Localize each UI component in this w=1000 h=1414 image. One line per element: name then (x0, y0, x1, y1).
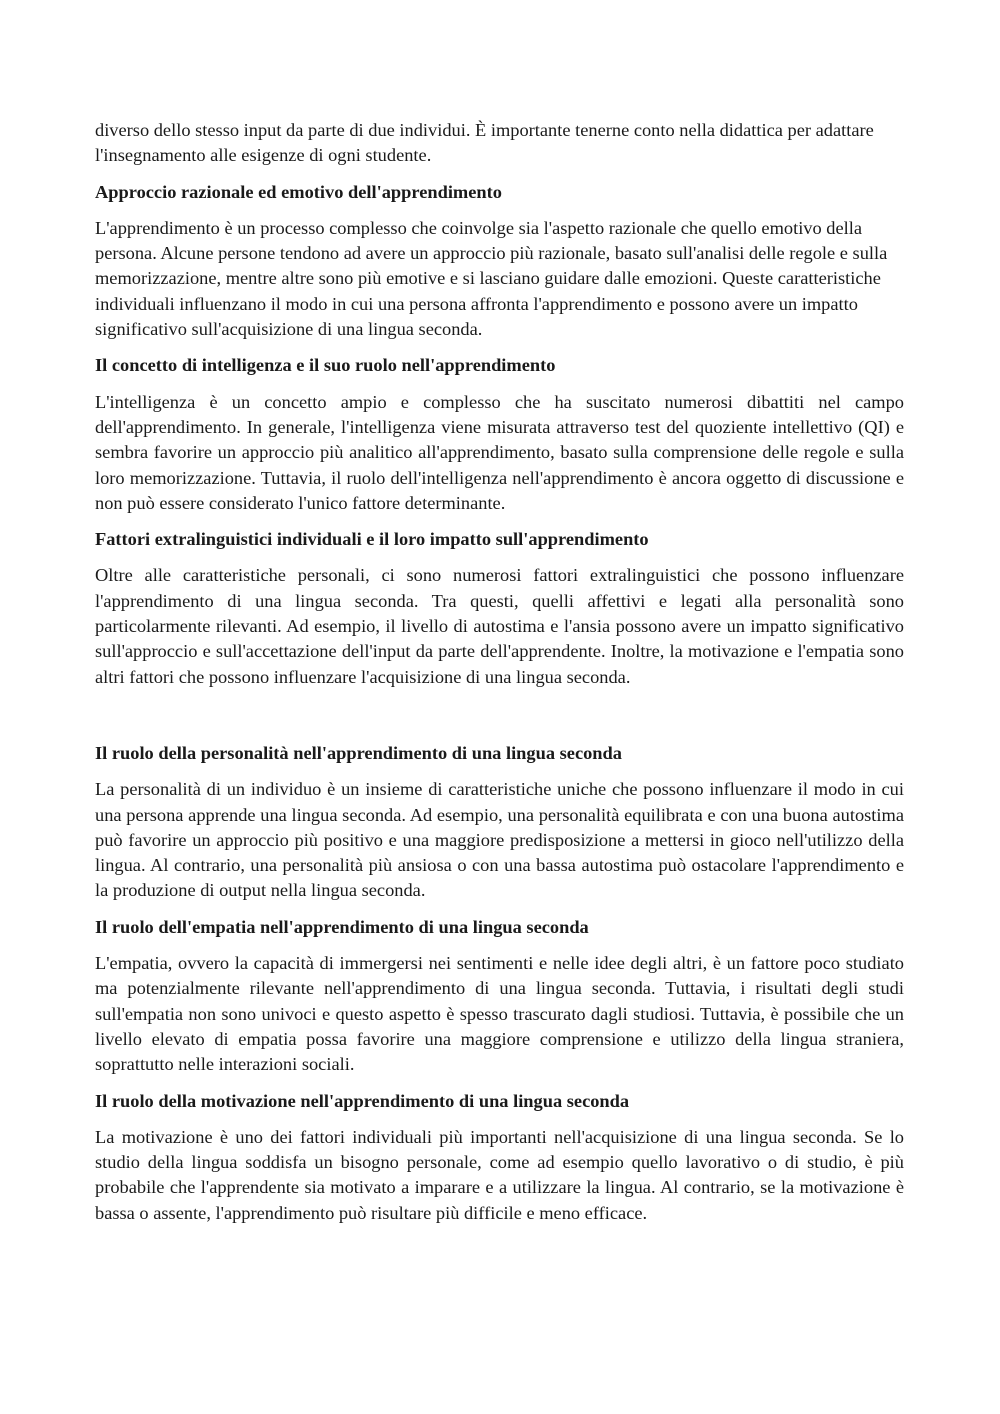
body-paragraph: L'empatia, ovvero la capacità di immergersi nei sentimenti e nelle idee degli altri, è un fattore poco studiato ma potenzialmente rilevante nell'apprendimento di una lingua seconda. Tuttavia, i risultati degli studi sull'empatia non sono univoci e questo aspetto è spesso trascurato dagli studiosi. Tuttavia, è possibile che un livello elevato di empatia possa favorire una maggiore comprensione e utilizzo della lingua straniera, soprattutto nelle interazioni sociali. (95, 953, 904, 1075)
section-heading: Il ruolo della motivazione nell'apprendimento di una lingua seconda (95, 1090, 630, 1111)
body-paragraph: L'apprendimento è un processo complesso che coinvolge sia l'aspetto razionale che quello emotivo della persona. Alcune persone tendono ad avere un approccio più razionale, basato sull'analisi delle regole e sulla memorizzazione, mentre altre sono più emotive e si lasciano guidare dalle emozioni. Queste caratteristiche individuali influenzano il modo in cui una persona affronta l'apprendimento e possono avere un impatto significativo sull'acquisizione di una lingua seconda. (95, 217, 888, 340)
section-heading: Approccio razionale ed emotivo dell'apprendimento (95, 181, 502, 202)
document-page (95, 118, 904, 1237)
body-paragraph: La personalità di un individuo è un insieme di caratteristiche uniche che possono influenzare il modo in cui una persona apprende una lingua seconda. Ad esempio, una personalità equilibrata e con una buona autostima può favorire un approccio più positivo e una maggiore predisposizione a mettersi in gioco nell'utilizzo della lingua. Al contrario, una personalità più ansiosa o con una bassa autostima può ostacolare l'apprendimento e la produzione di output nella lingua seconda. (95, 779, 904, 901)
section-heading: Il ruolo della personalità nell'apprendimento di una lingua seconda (95, 742, 622, 763)
section-break (95, 701, 904, 741)
body-paragraph: La motivazione è uno dei fattori individuali più importanti nell'acquisizione di una lingua seconda. Se lo studio della lingua soddisfa un bisogno personale, come ad esempio quello lavorativo o di studio, è più probabile che l'apprendente sia motivato a imparare e a utilizzare la lingua. Al contrario, se la motivazione è bassa o assente, l'apprendimento può risultare più difficile e meno efficace. (95, 1126, 904, 1223)
body-paragraph: diverso dello stesso input da parte di due individui. È importante tenerne conto nella didattica per adattare l'insegnamento alle esigenze di ogni studente. (95, 120, 874, 166)
section-heading: Il concetto di intelligenza e il suo ruolo nell'apprendimento (95, 355, 556, 376)
section-heading: Fattori extralinguistici individuali e il loro impatto sull'apprendimento (95, 529, 649, 550)
body-paragraph: Oltre alle caratteristiche personali, ci sono numerosi fattori extralinguistici che possono influenzare l'apprendimento di una lingua seconda. Tra questi, quelli affettivi e legati alla personalità sono particolarmente rilevanti. Ad esempio, il livello di autostima e l'ansia possono avere un impatto significativo sull'approccio e sull'accettazione dell'input da parte dell'apprendente. Inoltre, la motivazione e l'empatia sono altri fattori che possono influenzare l'acquisizione di una lingua seconda. (95, 565, 904, 687)
section-heading: Il ruolo dell'empatia nell'apprendimento di una lingua seconda (95, 916, 589, 937)
body-paragraph: L'intelligenza è un concetto ampio e complesso che ha suscitato numerosi dibattiti nel campo dell'apprendimento. In generale, l'intelligenza viene misurata attraverso test del quoziente intellettivo (QI) e sembra favorire un approccio più analitico all'apprendimento, basato sulla comprensione delle regole e sulla loro memorizzazione. Tuttavia, il ruolo dell'intelligenza nell'apprendimento è ancora oggetto di discussione e non può essere considerato l'unico fattore determinante. (95, 391, 904, 513)
